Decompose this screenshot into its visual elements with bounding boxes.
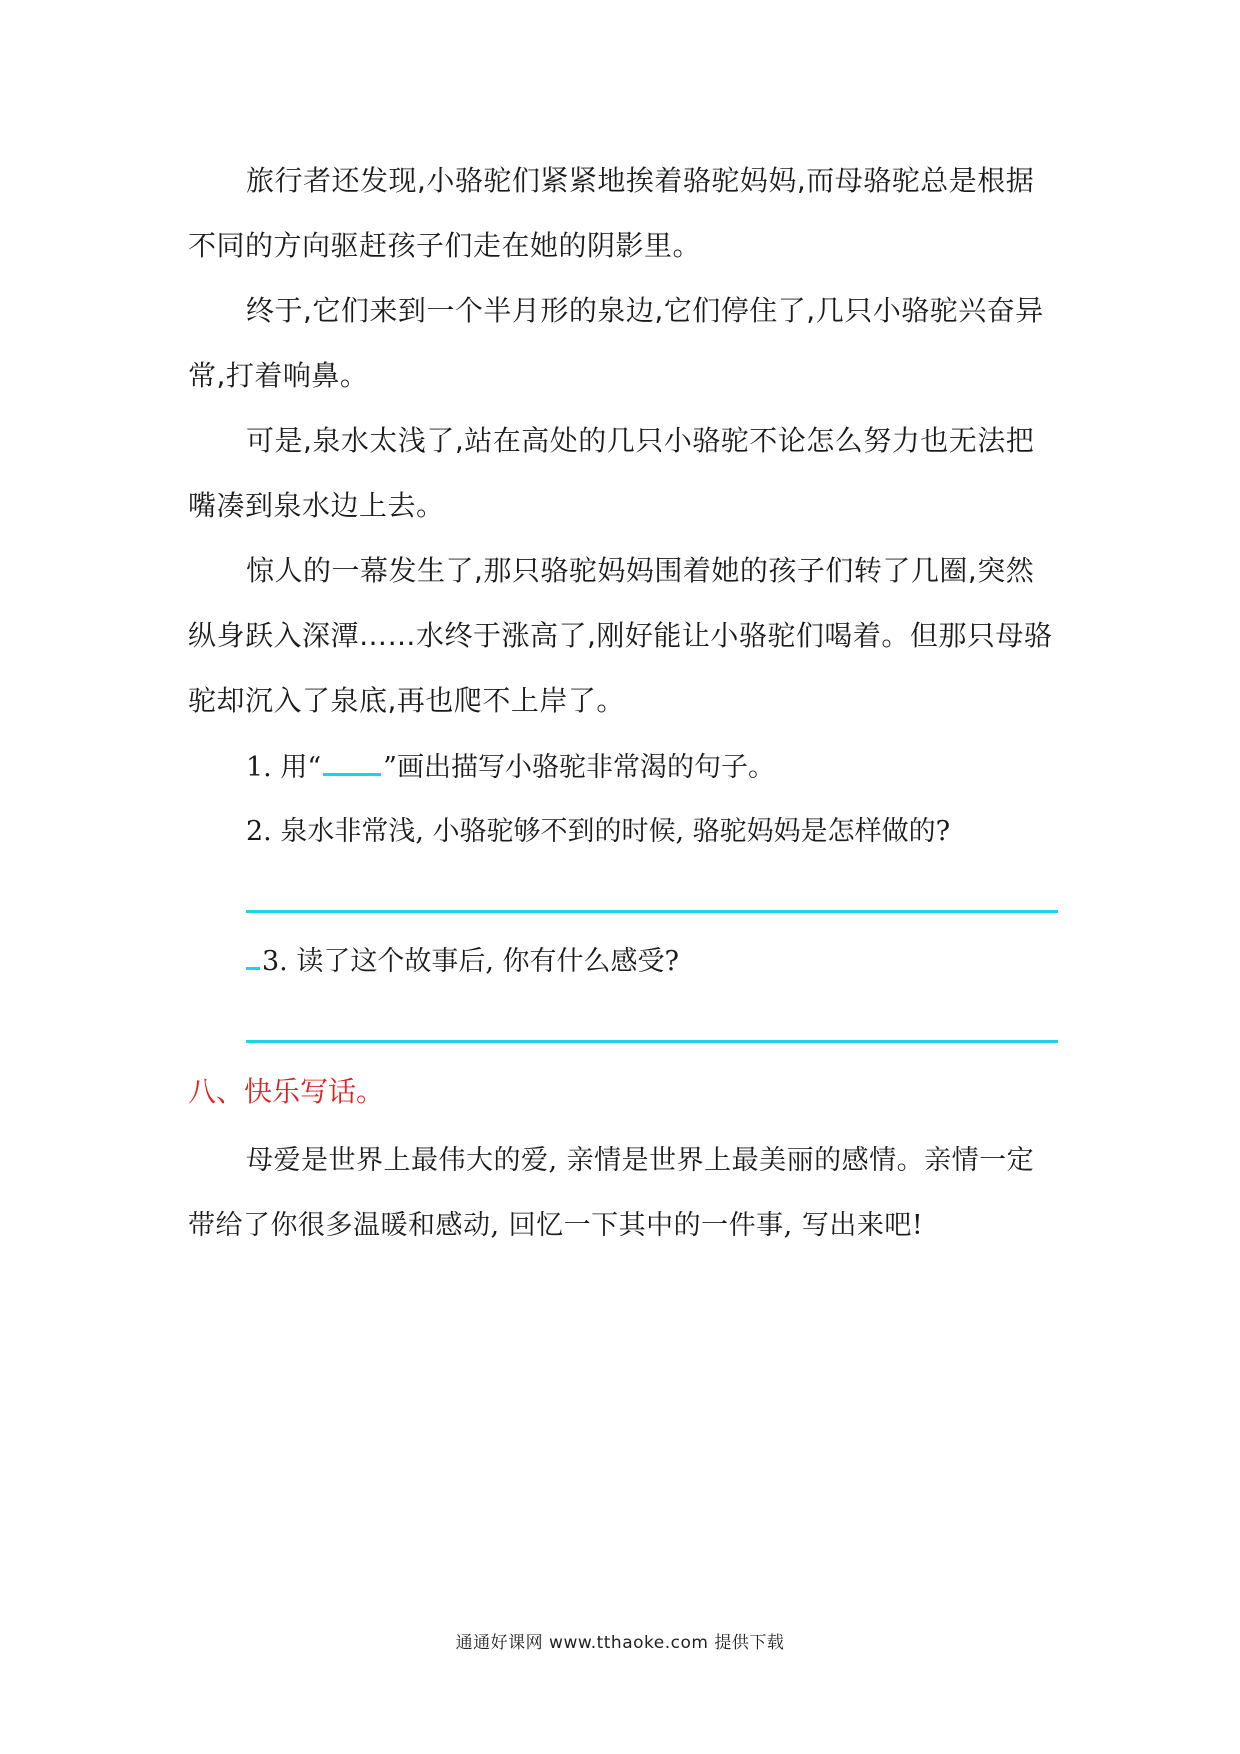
passage-paragraph-1: 旅行者还发现,小骆驼们紧紧地挨着骆驼妈妈,而母骆驼总是根据不同的方向驱赶孩子们走在她的阴影里。 [188,164,1035,262]
question-3-text: 3. 读了这个故事后, 你有什么感受? [262,946,679,977]
question-3 [246,942,1066,982]
footer-source: 通通好课网 www.tthaoke.com 提供下载 [455,1633,785,1653]
question-2: 2. 泉水非常浅, 小骆驼够不到的时候, 骆驼妈妈是怎样做的? [246,816,951,847]
short-blank-mark [246,943,260,970]
answer-line-question-3[interactable] [246,1040,1058,1043]
section-8-prompt: 母爱是世界上最伟大的爱, 亲情是世界上最美丽的感情。亲情一定带给了你很多温暖和感动, 回忆一下其中的一件事, 写出来吧! [188,1145,1035,1241]
section-8-title: 八、快乐写话。 [188,1075,385,1108]
question-1-suffix: ”画出描写小骆驼非常渴的句子。 [383,752,775,783]
passage-paragraph-2: 终于,它们来到一个半月形的泉边,它们停住了,几只小骆驼兴奋异常,打着响鼻。 [188,294,1044,392]
answer-line-question-2[interactable] [246,910,1058,913]
question-1-prefix: 1. 用“ [246,752,322,783]
underline-sample-blank [323,749,381,776]
passage-paragraph-4: 惊人的一幕发生了,那只骆驼妈妈围着她的孩子们转了几圈,突然纵身跃入深潭……水终于涨高了,刚好能让小骆驼们喝着。但那只母骆驼却沉入了泉底,再也爬不上岸了。 [188,554,1053,717]
question-1 [246,748,1066,788]
passage-paragraph-3: 可是,泉水太浅了,站在高处的几只小骆驼不论怎么努力也无法把嘴凑到泉水边上去。 [188,424,1035,522]
